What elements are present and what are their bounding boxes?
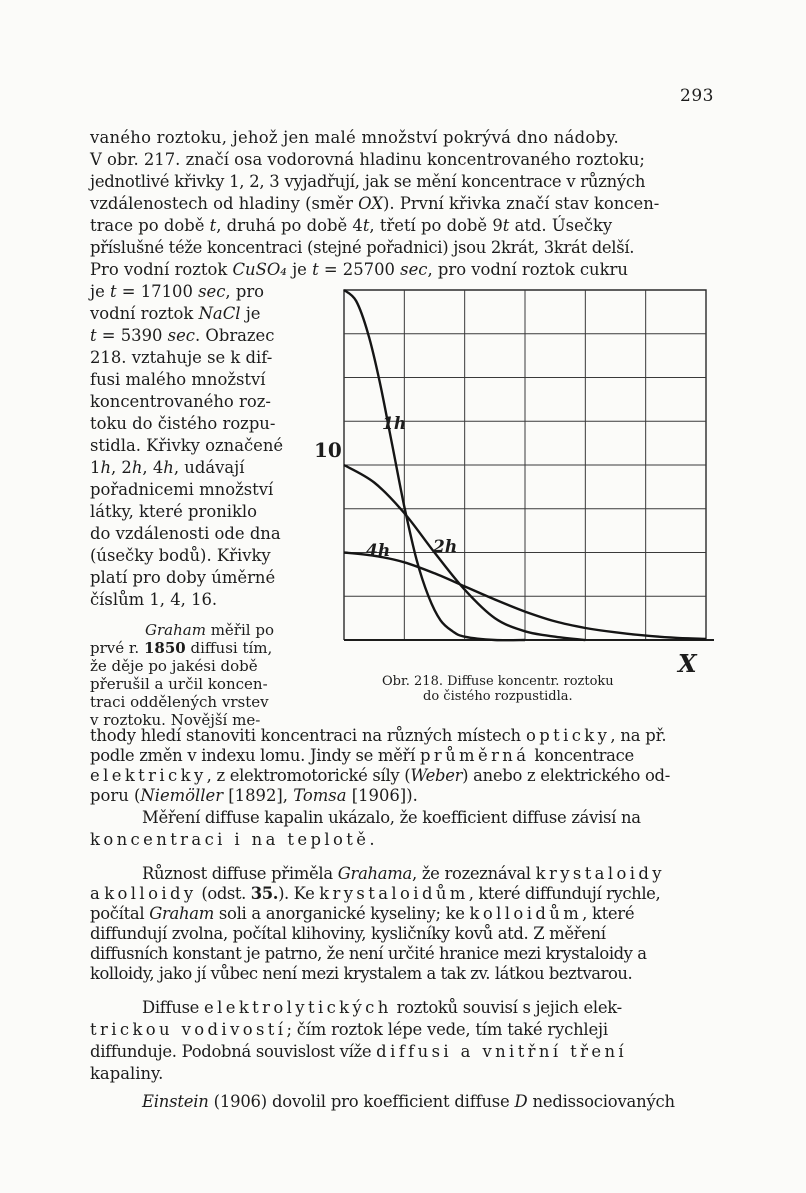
text-line: přerušil a určil koncen- bbox=[90, 675, 268, 693]
text-line: diffundují zvolna, počítal klihoviny, kysličníky kovů atd. Z měření bbox=[90, 924, 606, 943]
text-line: pořadnicemi množství bbox=[90, 480, 274, 499]
page-number: 293 bbox=[680, 86, 714, 106]
figure-diffusion-chart bbox=[300, 284, 720, 680]
text-line: podle změn v indexu lomu. Jindy se měří průměrná koncentrace bbox=[90, 746, 634, 765]
text-line: trickou vodivostí; čím roztok lépe vede, tím také rychleji bbox=[90, 1020, 608, 1039]
text-line: Einstein (1906) dovolil pro koefficient diffuse D nedissociovaných bbox=[142, 1092, 675, 1111]
text-line: do vzdálenosti ode dna bbox=[90, 524, 281, 543]
text-line: Diffuse elektrolytických roztoků souvisí s jejich elek- bbox=[142, 998, 622, 1017]
text-line: diffusních konstant je patrno, že není určité hranice mezi krystaloidy a bbox=[90, 944, 647, 963]
text-line: látky, které proniklo bbox=[90, 502, 258, 521]
text-line: toku do čistého rozpu- bbox=[90, 414, 276, 433]
text-line: elektricky, z elektromotorické síly (Weber) anebo z elektrického od- bbox=[90, 766, 670, 785]
figure-caption: Obr. 218. Diffuse koncentr. roztoku do čistého rozpustidla. bbox=[382, 674, 614, 704]
chart-grid bbox=[344, 290, 714, 640]
text-line: diffunduje. Podobná souvislost víže diffusi a vnitřní tření bbox=[90, 1042, 628, 1061]
text-line: prvé r. 1850 diffusi tím, bbox=[90, 639, 273, 657]
text-line: fusi malého množství bbox=[90, 370, 266, 389]
text-line: jednotlivé křivky 1, 2, 3 vyjadřují, jak se mění koncentrace v různých bbox=[90, 172, 646, 191]
text-line: 218. vztahuje se k dif- bbox=[90, 348, 273, 367]
text-line: Graham měřil po bbox=[145, 621, 274, 639]
text-line: vodní roztok NaCl je bbox=[90, 304, 261, 323]
text-line: je t = 17100 sec, pro bbox=[90, 282, 265, 301]
x-axis-label: X bbox=[678, 649, 697, 678]
text-line: Měření diffuse kapalin ukázalo, že koefficient diffuse závisí na bbox=[142, 808, 641, 827]
y-tick-label: 10 bbox=[314, 438, 342, 462]
curve-label-1h: 1h bbox=[382, 414, 407, 434]
text-line: číslům 1, 4, 16. bbox=[90, 590, 218, 609]
text-line: 1h, 2h, 4h, udávají bbox=[90, 458, 245, 477]
text-line: koncentrovaného roz- bbox=[90, 392, 271, 411]
text-line: Pro vodní roztok CuSO₄ je t = 25700 sec, pro vodní roztok cukru bbox=[90, 260, 628, 279]
text-line: kapaliny. bbox=[90, 1064, 164, 1083]
text-line: počítal Graham soli a anorganické kyseliny; ke kolloidům, které bbox=[90, 904, 635, 923]
text-line: vaného roztoku, jehož jen malé množství pokrývá dno nádoby. bbox=[90, 128, 619, 147]
text-line: platí pro doby úměrné bbox=[90, 568, 276, 587]
text-line: že děje po jakési době bbox=[90, 657, 258, 675]
text-line: t = 5390 sec. Obrazec bbox=[90, 326, 275, 345]
text-line: kolloidy, jako jí vůbec není mezi krystalem a tak zv. látkou beztvarou. bbox=[90, 964, 633, 983]
text-line: příslušné téže koncentraci (stejné pořadnici) jsou 2krát, 3krát delší. bbox=[90, 238, 635, 257]
text-line: koncentraci i na teplotě. bbox=[90, 830, 375, 849]
text-line: a kolloidy (odst. 35.). Ke krystaloidům, které diffundují rychle, bbox=[90, 884, 661, 903]
curve-label-4h: 4h bbox=[366, 541, 391, 561]
text-line: Různost diffuse přiměla Grahama, že rozeznával krystaloidy bbox=[142, 864, 665, 883]
text-line: poru (Niemöller [1892], Tomsa [1906]). bbox=[90, 786, 418, 805]
text-line: trace po době t, druhá po době 4t, třetí po době 9t atd. Úsečky bbox=[90, 216, 613, 235]
text-line: stidla. Křivky označené bbox=[90, 436, 284, 455]
text-line: thody hledí stanoviti koncentraci na různých místech opticky, na př. bbox=[90, 726, 667, 745]
text-line: vzdálenostech od hladiny (směr OX). První křivka značí stav koncen- bbox=[90, 194, 660, 213]
text-line: traci oddělených vrstev bbox=[90, 693, 269, 711]
text-line: v roztoku. Novější me- bbox=[90, 711, 261, 729]
text-line: (úsečky bodů). Křivky bbox=[90, 546, 271, 565]
curve-label-2h: 2h bbox=[433, 537, 458, 557]
text-line: V obr. 217. značí osa vodorovná hladinu koncentrovaného roztoku; bbox=[90, 150, 645, 169]
